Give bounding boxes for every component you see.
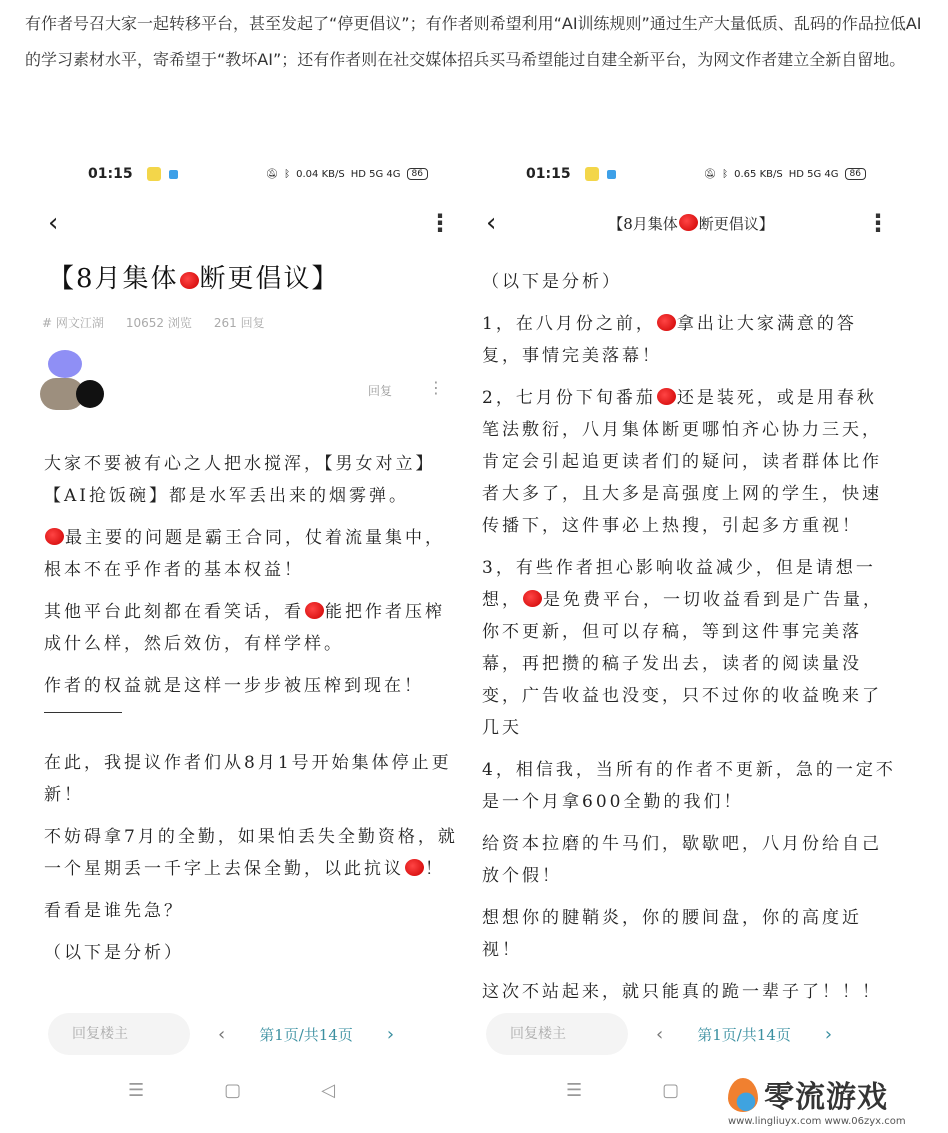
text-line: 幕，再把攒的稿子发出去，读者的阅读量没 bbox=[482, 654, 862, 674]
text-line: 变，广告收益也没变，只不过你的收益晚来了 bbox=[482, 686, 882, 706]
tomato-icon bbox=[679, 214, 698, 231]
more-options-icon[interactable]: ⋮ bbox=[428, 378, 444, 397]
text-line: 一个星期丢一千字上去保全勤，以此抗议 ！ bbox=[44, 859, 445, 879]
nav-bar bbox=[48, 208, 452, 238]
reply-input[interactable]: 回复楼主 bbox=[486, 1013, 628, 1055]
menu-icon[interactable]: ☰ bbox=[128, 1080, 145, 1101]
net-speed: 0.65 KB/S bbox=[734, 168, 783, 180]
watermark-name: 零流游戏 bbox=[764, 1080, 888, 1115]
page-indicator[interactable]: 第1页/共14页 bbox=[697, 1025, 791, 1044]
page-indicator[interactable]: 第1页/共14页 bbox=[259, 1025, 353, 1044]
nav-bar bbox=[486, 208, 890, 238]
text-line: 不妨碍拿7月的全勤，如果怕丢失全勤资格，就 bbox=[44, 827, 458, 847]
tomato-icon bbox=[657, 388, 676, 405]
back-nav-icon[interactable]: ◁ bbox=[321, 1080, 335, 1101]
flame-logo-icon bbox=[728, 1078, 758, 1112]
back-icon[interactable]: ‹ bbox=[48, 208, 59, 238]
more-options-icon[interactable]: ⋮ bbox=[428, 209, 452, 237]
paragraph bbox=[482, 382, 896, 542]
more-options-icon[interactable]: ⋮ bbox=[866, 209, 890, 237]
tomato-icon bbox=[657, 314, 676, 331]
reply-count: 261 回复 bbox=[213, 316, 265, 330]
text-line: 是一个月拿600全勤的我们！ bbox=[482, 792, 744, 812]
bluetooth-icon: ᛒ bbox=[284, 168, 291, 180]
text-line: 其他平台此刻都在看笑话，看 能把作者压榨 bbox=[44, 602, 445, 622]
mute-icon: 🔕︎ bbox=[703, 168, 717, 180]
phone-screenshot-right bbox=[466, 150, 906, 1133]
tomato-icon bbox=[45, 528, 64, 545]
app-icon bbox=[607, 170, 616, 179]
tomato-icon bbox=[305, 602, 324, 619]
paragraph bbox=[482, 308, 896, 372]
text-line: 新！ bbox=[44, 785, 84, 805]
text-line: 最主要的问题是霸王合同，仗着流量集中， bbox=[44, 522, 458, 554]
battery-icon: 86 bbox=[407, 168, 428, 180]
text-line: 3，有些作者担心影响收益减少，但是请想一 bbox=[482, 558, 876, 578]
avatar[interactable] bbox=[40, 350, 108, 410]
reply-input[interactable]: 回复楼主 bbox=[48, 1013, 190, 1055]
status-time: 01:15 bbox=[88, 166, 133, 182]
text-line: 作者的权益就是这样一步步被压榨到现在！ bbox=[44, 676, 424, 696]
next-page-icon[interactable]: › bbox=[824, 1023, 833, 1045]
text-line: （以下是分析） bbox=[482, 272, 622, 292]
text-line: 成什么样，然后效仿，有样学样。 bbox=[44, 634, 344, 654]
post-body bbox=[44, 448, 458, 979]
post-body bbox=[482, 266, 896, 1018]
view-count: 10652 浏览 bbox=[125, 316, 192, 330]
tomato-icon bbox=[180, 272, 199, 289]
system-nav bbox=[128, 1080, 335, 1101]
text-line: 复，事情完美落幕！ bbox=[482, 346, 662, 366]
text-line: 几天 bbox=[482, 718, 522, 738]
text-line: 2，七月份下旬番茄 还是装死，或是用春秋 bbox=[482, 388, 877, 408]
next-page-icon[interactable]: › bbox=[386, 1023, 395, 1045]
text-line: 想， 是免费平台，一切收益看到是广告量， bbox=[482, 590, 883, 610]
paragraph bbox=[482, 828, 896, 892]
text-line: 者大多了，且大多是高强度上网的学生，快速 bbox=[482, 484, 882, 504]
paragraph bbox=[44, 522, 458, 586]
bottom-bar bbox=[48, 1012, 448, 1056]
text-line: 笔法敷衍，八月集体断更哪怕齐心协力三天， bbox=[482, 420, 882, 440]
prev-page-icon[interactable]: ‹ bbox=[218, 1023, 226, 1045]
watermark-logo bbox=[728, 1072, 938, 1132]
tomato-icon bbox=[523, 590, 542, 607]
post-title: 【8月集体 断更倡议】 bbox=[48, 264, 340, 294]
paragraph bbox=[44, 596, 458, 660]
net-speed: 0.04 KB/S bbox=[296, 168, 345, 180]
text-line: 肯定会引起追更读者们的疑问，读者群体比作 bbox=[482, 452, 882, 472]
prev-page-icon[interactable]: ‹ bbox=[656, 1023, 664, 1045]
menu-icon[interactable]: ☰ bbox=[566, 1080, 583, 1101]
bottom-bar bbox=[486, 1012, 886, 1056]
text-line: 放个假！ bbox=[482, 866, 562, 886]
text-line: 【AI抢饭碗】都是水军丢出来的烟雾弹。 bbox=[44, 486, 409, 506]
paragraph bbox=[482, 754, 896, 818]
status-bar bbox=[526, 164, 866, 184]
home-icon[interactable]: ▢ bbox=[662, 1080, 680, 1101]
paragraph bbox=[482, 976, 896, 1008]
text-line: 这次不站起来，就只能真的跪一辈子了！！！ bbox=[482, 982, 882, 1002]
paragraph bbox=[482, 266, 896, 298]
text-line: 你不更新，但可以存稿，等到这件事完美落 bbox=[482, 622, 862, 642]
status-time: 01:15 bbox=[526, 166, 571, 182]
paragraph bbox=[44, 747, 458, 811]
text-line: 视！ bbox=[482, 940, 522, 960]
app-icon bbox=[147, 167, 161, 181]
app-icon bbox=[169, 170, 178, 179]
text-line: 4，相信我，当所有的作者不更新，急的一定不 bbox=[482, 760, 896, 780]
post-meta bbox=[42, 314, 265, 331]
back-icon[interactable]: ‹ bbox=[486, 208, 497, 238]
text-line: 想想你的腱鞘炎，你的腰间盘，你的高度近 bbox=[482, 908, 862, 928]
divider bbox=[44, 712, 122, 713]
app-icon bbox=[585, 167, 599, 181]
signal-icons: HD 5G 4G bbox=[788, 168, 839, 180]
system-nav bbox=[566, 1080, 679, 1101]
text-line: （以下是分析） bbox=[44, 943, 184, 963]
text-line: 在此，我提议作者们从8月1号开始集体停止更 bbox=[44, 753, 452, 773]
tomato-icon bbox=[405, 859, 424, 876]
paragraph bbox=[44, 937, 458, 969]
paragraph bbox=[44, 895, 458, 927]
text-line: 传播下，这件事必上热搜，引起多方重视！ bbox=[482, 516, 862, 536]
paragraph bbox=[44, 448, 458, 512]
text-line: 大家不要被有心之人把水搅浑，【男女对立】 bbox=[44, 454, 436, 474]
text-line: 看看是谁先急？ bbox=[44, 901, 184, 921]
post-tag[interactable]: # 网文江湖 bbox=[42, 316, 104, 330]
bluetooth-icon: ᛒ bbox=[722, 168, 729, 180]
text-line: 根本不在乎作者的基本权益！ bbox=[44, 560, 304, 580]
watermark-urls: www.lingliuyx.com www.06zyx.com bbox=[728, 1116, 906, 1127]
reply-button[interactable]: 回复 bbox=[368, 384, 393, 398]
paragraph bbox=[482, 902, 896, 966]
home-icon[interactable]: ▢ bbox=[224, 1080, 242, 1101]
battery-icon: 86 bbox=[845, 168, 866, 180]
signal-icons: HD 5G 4G bbox=[350, 168, 401, 180]
text-line: 给资本拉磨的牛马们，歇歇吧，八月份给自己 bbox=[482, 834, 882, 854]
status-bar bbox=[88, 164, 428, 184]
phone-screenshot-left bbox=[28, 150, 468, 1133]
article-paragraph: 有作者号召大家一起转移平台，甚至发起了“停更倡议”；有作者则希望利用“AI训练规则”通过生产大量低质、乱码的作品拉低AI的学习素材水平，寄希望于“教坏AI”；还有作者则在社交媒体招兵买马希望能过自建全新平台，为网文作者建立全新自留地。 bbox=[25, 14, 922, 69]
text-line: 1，在八月份之前， 拿出让大家满意的答 bbox=[482, 314, 857, 334]
mute-icon: 🔕︎ bbox=[265, 168, 279, 180]
paragraph bbox=[44, 670, 458, 702]
paragraph bbox=[44, 821, 458, 885]
paragraph bbox=[482, 552, 896, 744]
nav-title: 【8月集体 断更倡议】 bbox=[608, 214, 774, 233]
